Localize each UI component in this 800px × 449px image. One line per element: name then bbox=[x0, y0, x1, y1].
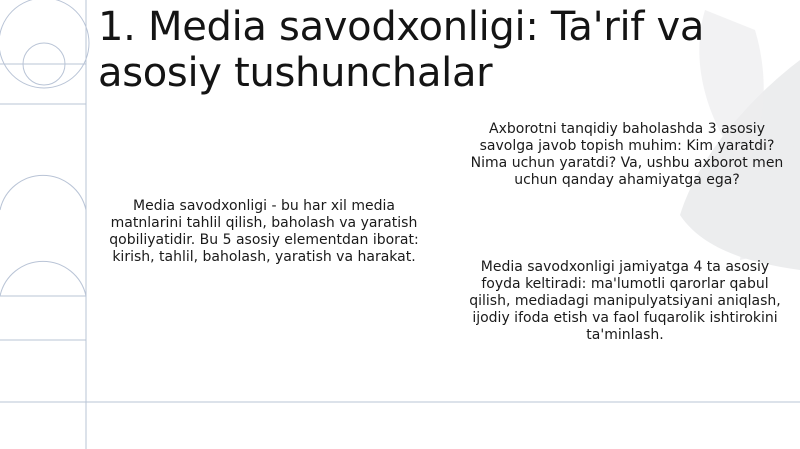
circle-outline-decoration bbox=[0, 0, 89, 88]
arch-outline-decoration-lower bbox=[0, 261, 86, 296]
definition-paragraph: Media savodxonligi - bu har xil media matnlarini tahlil qilish, baholash va yaratish qobiliyatidir. Bu 5 asosiy elementdan iborat: kirish, tahlil, baholash, yaratish va harakat. bbox=[109, 198, 419, 265]
benefits-paragraph: Media savodxonligi jamiyatga 4 ta asosiy foyda keltiradi: ma'lumotli qarorlar qabul qilish, mediadagi manipulyatsiyani aniqlash, ijodiy ifoda etish va faol fuqarolik ishtirokini ta'minlash. bbox=[469, 259, 781, 343]
arch-outline-decoration bbox=[0, 175, 86, 340]
critical-questions-paragraph: Axborotni tanqidiy baholashda 3 asosiy savolga javob topish muhim: Kim yaratdi? Nima uchun yaratdi? Va, ushbu axborot men uchun qanday ahamiyatga ega? bbox=[470, 121, 784, 188]
slide-title: 1. Media savodxonligi: Ta'rif va asosiy tushunchalar bbox=[98, 4, 705, 96]
